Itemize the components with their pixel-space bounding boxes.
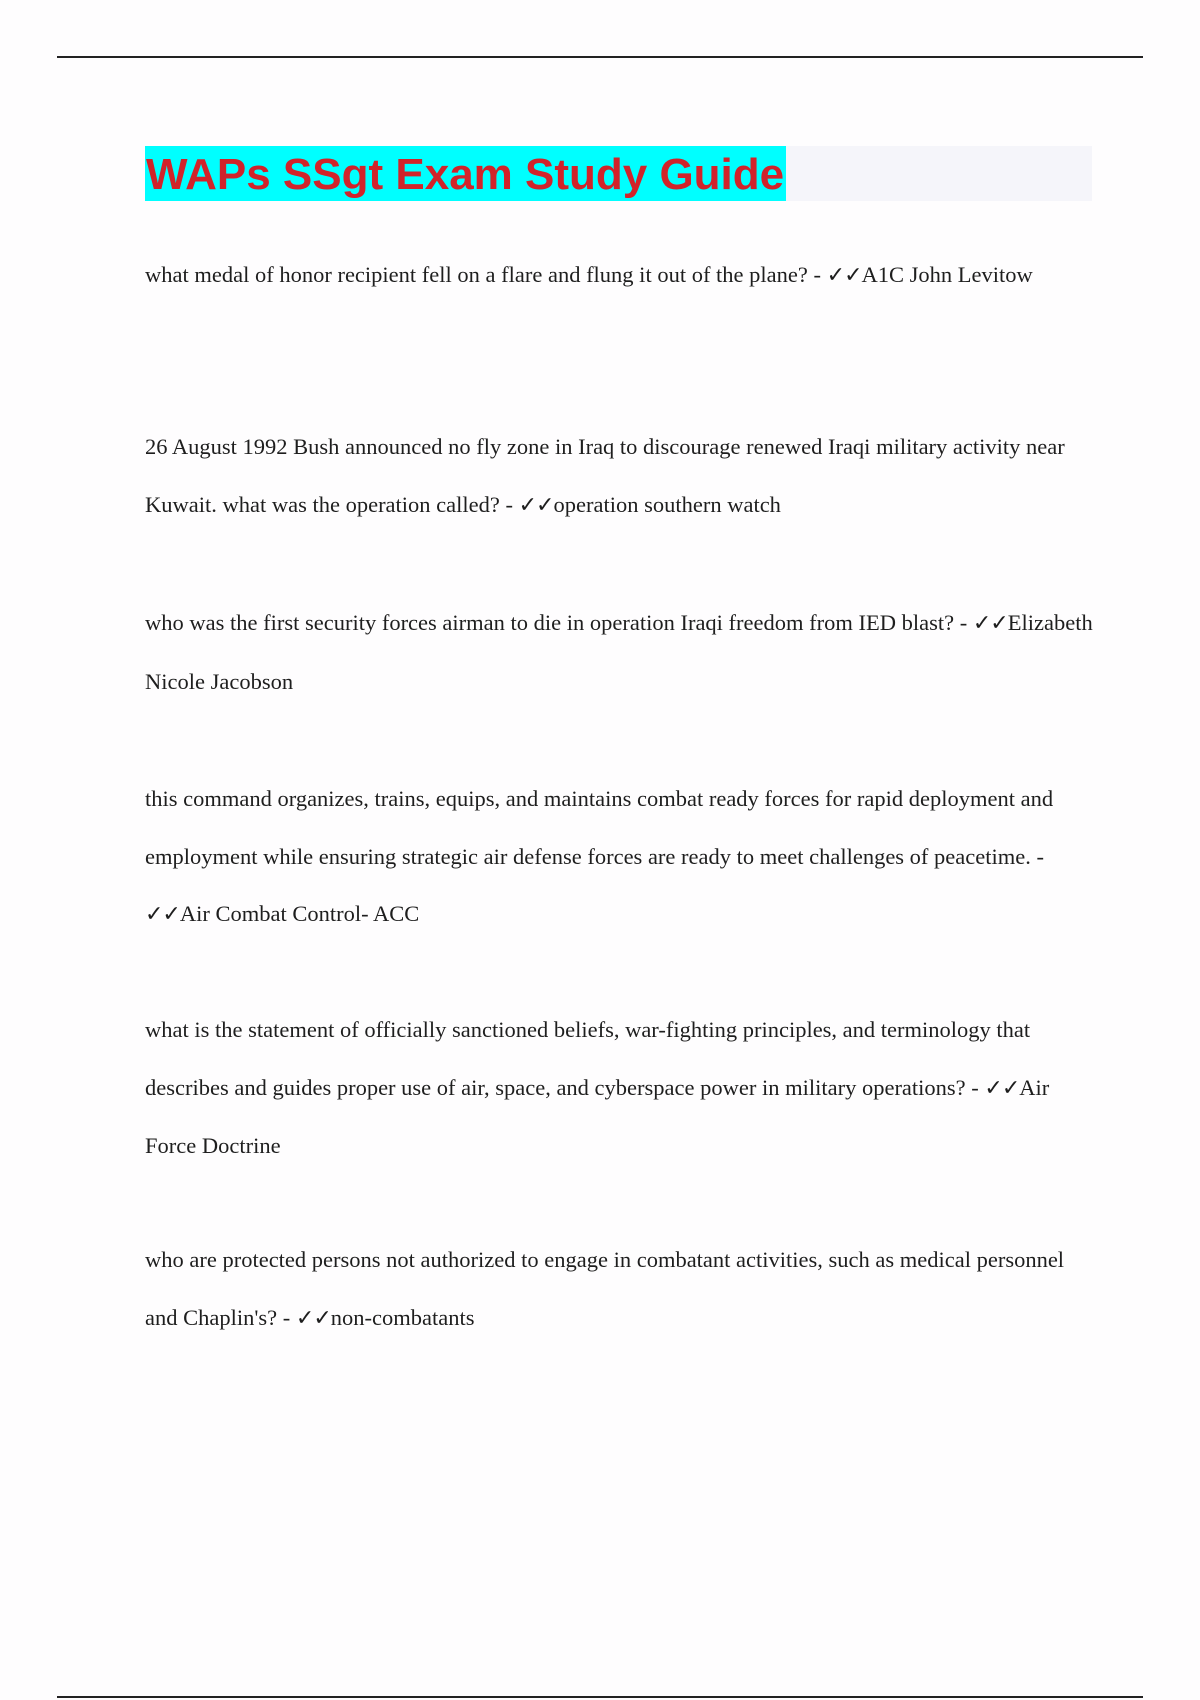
question-text: 26 August 1992 Bush announced no fly zone in Iraq to discourage renewed Iraqi military activity near Kuwait. what was the operation called? xyxy=(145,434,1065,517)
bottom-rule xyxy=(57,1696,1143,1698)
question-text: who are protected persons not authorized to engage in combatant activities, such as medical personnel and Chaplin's? xyxy=(145,1247,1065,1330)
qa-item-1 xyxy=(145,246,1095,305)
check-mark-icon: ✓✓ xyxy=(826,263,862,288)
question-text: who was the first security forces airman to die in operation Iraqi freedom from IED blast? xyxy=(145,610,955,635)
top-rule xyxy=(57,56,1143,58)
separator: - xyxy=(277,1304,296,1330)
question-text: what is the statement of officially sanctioned beliefs, war-fighting principles, and terminology that describes and guides proper use of air, space, and cyberspace power in military operations? xyxy=(145,1017,1031,1100)
check-mark-icon: ✓✓ xyxy=(295,1305,331,1331)
answer-text: non-combatants xyxy=(330,1304,475,1330)
answer-text: Air Force Doctrine xyxy=(145,1074,1050,1158)
answer-text: operation southern watch xyxy=(553,491,781,517)
document-title: WAPs SSgt Exam Study Guide xyxy=(145,146,786,201)
qa-item-5 xyxy=(145,1001,1095,1175)
check-mark-icon: ✓✓ xyxy=(972,611,1008,636)
answer-text: A1C John Levitow xyxy=(861,262,1033,287)
check-mark-icon: ✓✓ xyxy=(145,902,180,927)
separator: - xyxy=(499,491,519,517)
qa-item-3 xyxy=(145,594,1095,710)
answer-text: Elizabeth Nicole Jacobson xyxy=(145,610,1093,694)
question-text: this command organizes, trains, equips, and maintains combat ready forces for rapid deployment and employment while ensuring strategic air defense forces are ready to meet challenges of peacetime. xyxy=(145,786,1054,869)
separator: - xyxy=(1030,843,1044,869)
check-mark-icon: ✓✓ xyxy=(984,1075,1020,1101)
qa-item-6 xyxy=(145,1231,1095,1347)
qa-item-4 xyxy=(145,770,1095,944)
title-banner xyxy=(145,146,1092,201)
separator: - xyxy=(954,610,973,635)
answer-text: Air Combat Control- ACC xyxy=(179,901,420,926)
separator: - xyxy=(807,262,827,287)
qa-item-2 xyxy=(145,418,1095,534)
question-text: what medal of honor recipient fell on a flare and flung it out of the plane? xyxy=(145,262,808,287)
separator: - xyxy=(965,1074,985,1100)
check-mark-icon: ✓✓ xyxy=(518,492,554,518)
